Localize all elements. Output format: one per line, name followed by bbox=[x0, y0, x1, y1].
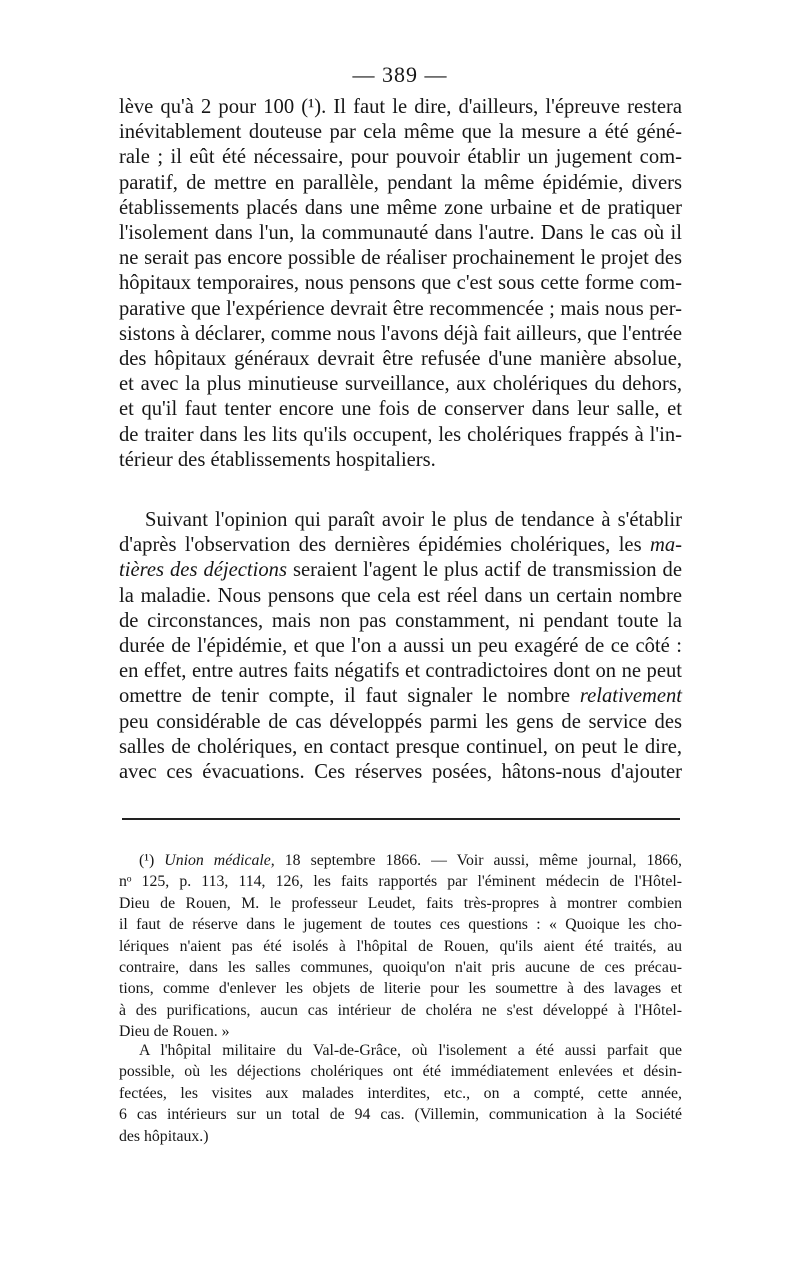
text-line: sistons à déclarer, comme nous l'avons déjà fait ailleurs, que l'entrée bbox=[119, 322, 682, 345]
text-line: durée de l'épidémie, et que l'on a aussi un peu exagéré de ce côté : bbox=[119, 635, 682, 658]
text-line bbox=[119, 850, 682, 871]
text-line: peu considérable de cas développés parmi les gens de service des bbox=[119, 710, 682, 733]
text-line: 6 cas intérieurs sur un total de 94 cas. (Villemin, communication à la Société bbox=[119, 1106, 682, 1124]
text-line bbox=[119, 684, 682, 709]
text-line: et avec la plus minutieuse surveillance, aux cholériques du dehors, bbox=[119, 373, 682, 396]
footnote-1-continued bbox=[119, 1040, 682, 1147]
text-line: fectées, les visites aux malades interdites, etc., on a compté, cette année, bbox=[119, 1084, 682, 1102]
text-line: contraire, dans les salles communes, quoiqu'on n'ait pris aucune de ces précau- bbox=[119, 959, 682, 977]
page-number: — 389 — bbox=[352, 62, 448, 87]
text-line bbox=[119, 558, 682, 583]
italic-term: tières des déjections bbox=[119, 559, 287, 582]
text-line: Suivant l'opinion qui paraît avoir le plus de tendance à s'établir bbox=[145, 509, 682, 531]
text-line: tions, comme d'enlever les objets de literie pour les soumettre à des lavages et bbox=[119, 980, 682, 998]
text-line: nᵒ 125, p. 113, 114, 126, les faits rapportés par l'éminent médecin de l'Hôtel- bbox=[119, 873, 682, 891]
text-run: d'après l'observation des dernières épidémies cholériques, les bbox=[119, 534, 650, 557]
italic-term: ma- bbox=[649, 534, 682, 557]
text-line: il faut de réserve dans le jugement de toutes ces questions : « Quoique les cho- bbox=[119, 916, 682, 934]
text-line: la maladie. Nous pensons que cela est réel dans un certain nombre bbox=[119, 584, 682, 607]
text-line: térieur des établissements hospitaliers. bbox=[119, 448, 436, 471]
text-line: des hôpitaux.) bbox=[119, 1127, 209, 1145]
text-line: lériques n'aient pas été isolés à l'hôpital de Rouen, qu'ils aient été traités, au bbox=[119, 937, 682, 955]
text-line: inévitablement douteuse par cela même que la mesure a été géné- bbox=[119, 121, 682, 144]
text-line: en effet, entre autres faits négatifs et contradictoires dont on ne peut bbox=[119, 660, 682, 683]
text-line: des hôpitaux généraux devrait être refusée d'une manière absolue, bbox=[119, 348, 682, 371]
text-line: établissements placés dans une même zone urbaine et de pratiquer bbox=[119, 196, 682, 219]
text-line: Dieu de Rouen. » bbox=[119, 1023, 230, 1041]
text-line bbox=[119, 533, 682, 558]
footnote-1 bbox=[119, 850, 682, 1043]
text-line: salles de cholériques, en contact presque continuel, on peut le dire, bbox=[119, 735, 682, 758]
text-line: possible, où les déjections cholériques ont été immédiatement enlevées et désin- bbox=[119, 1063, 682, 1081]
text-line: de traiter dans les lits qu'ils occupent, les cholériques frappés à l'in- bbox=[119, 423, 682, 446]
text-line: ne serait pas encore possible de réaliser prochainement le projet des bbox=[119, 247, 682, 270]
text-run: seraient l'agent le plus actif de transmission de bbox=[286, 559, 682, 582]
text-line: rale ; il eût été nécessaire, pour pouvoir établir un jugement com- bbox=[119, 146, 682, 169]
text-run: 18 septembre 1866. — Voir aussi, même journal, 1866, bbox=[274, 852, 682, 869]
paragraph-1 bbox=[119, 95, 682, 473]
text-line: de circonstances, mais non pas constamment, ni pendant toute la bbox=[119, 609, 682, 632]
italic-term: Union médicale, bbox=[164, 852, 275, 869]
text-line: et qu'il faut tenter encore une fois de conserver dans leur salle, et bbox=[119, 398, 682, 421]
paragraph-2 bbox=[119, 508, 682, 785]
text-line: avec ces évacuations. Ces réserves posées, hâtons-nous d'ajouter bbox=[119, 761, 682, 784]
text-line: à des purifications, aucun cas intérieur de choléra ne s'est développé à l'Hôtel- bbox=[119, 1001, 682, 1019]
text-line: A l'hôpital militaire du Val-de-Grâce, où l'isolement a été aussi parfait que bbox=[139, 1042, 682, 1059]
text-line: Dieu de Rouen, M. le professeur Leudet, faits très-propres à montrer combien bbox=[119, 894, 682, 912]
text-line: lève qu'à 2 pour 100 (¹). Il faut le dire, d'ailleurs, l'épreuve restera bbox=[119, 96, 682, 118]
footnote-separator bbox=[122, 818, 680, 820]
text-line: paratif, de mettre en parallèle, pendant la même épidémie, divers bbox=[119, 171, 682, 194]
footnote-marker: (¹) bbox=[139, 852, 165, 869]
text-line: l'isolement dans l'un, la communauté dans l'autre. Dans le cas où il bbox=[119, 222, 682, 245]
italic-term: relativement bbox=[579, 685, 682, 708]
text-line: hôpitaux temporaires, nous pensons que c'est sous cette forme com- bbox=[119, 272, 682, 295]
text-run: omettre de tenir compte, il faut signaler le nombre bbox=[119, 685, 580, 708]
text-line: parative que l'expérience devrait être recommencée ; mais nous per- bbox=[119, 297, 682, 320]
